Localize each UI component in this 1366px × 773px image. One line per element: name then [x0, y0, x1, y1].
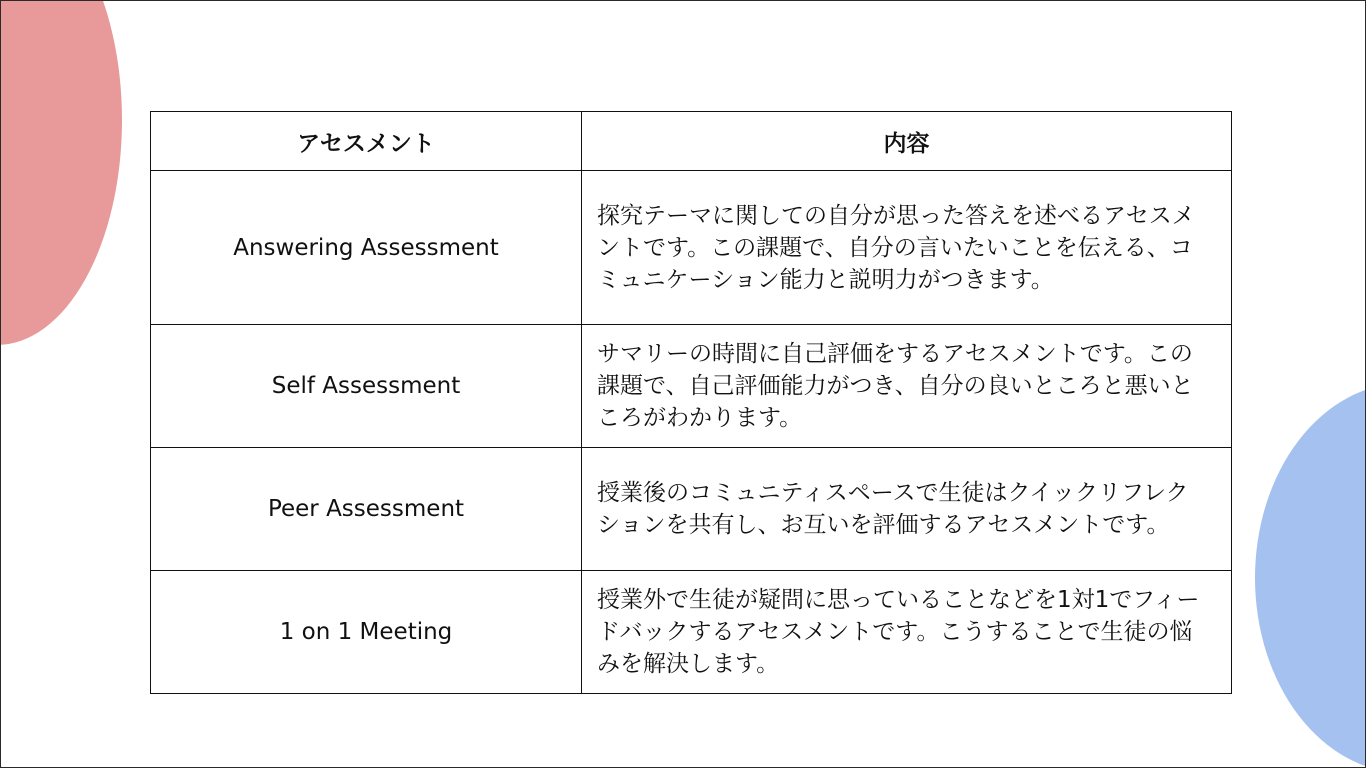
header-content: 内容 — [582, 112, 1232, 171]
assessment-name: Self Assessment — [151, 325, 582, 448]
assessment-description: サマリーの時間に自己評価をするアセスメントです。この課題で、自己評価能力がつき、自分の良いところと悪いところがわかります。 — [582, 325, 1232, 448]
assessment-description: 探究テーマに関しての自分が思った答えを述べるアセスメントです。この課題で、自分の言いたいことを伝える、コミュニケーション能力と説明力がつきます。 — [582, 171, 1232, 325]
assessment-name: Peer Assessment — [151, 448, 582, 571]
assessment-name: 1 on 1 Meeting — [151, 571, 582, 694]
decorative-circle-red — [0, 0, 122, 345]
table-row — [151, 171, 1232, 325]
header-assessment: アセスメント — [151, 112, 582, 171]
table-row — [151, 325, 1232, 448]
assessment-description: 授業外で生徒が疑問に思っていることなどを1対1でフィードバックするアセスメントです。こうすることで生徒の悩みを解決します。 — [582, 571, 1232, 694]
assessment-table — [150, 111, 1232, 694]
decorative-circle-blue — [1255, 383, 1366, 773]
table-header-row — [151, 112, 1232, 171]
assessment-description: 授業後のコミュニティスペースで生徒はクイックリフレクションを共有し、お互いを評価するアセスメントです。 — [582, 448, 1232, 571]
table-row — [151, 448, 1232, 571]
assessment-name: Answering Assessment — [151, 171, 582, 325]
table-row — [151, 571, 1232, 694]
